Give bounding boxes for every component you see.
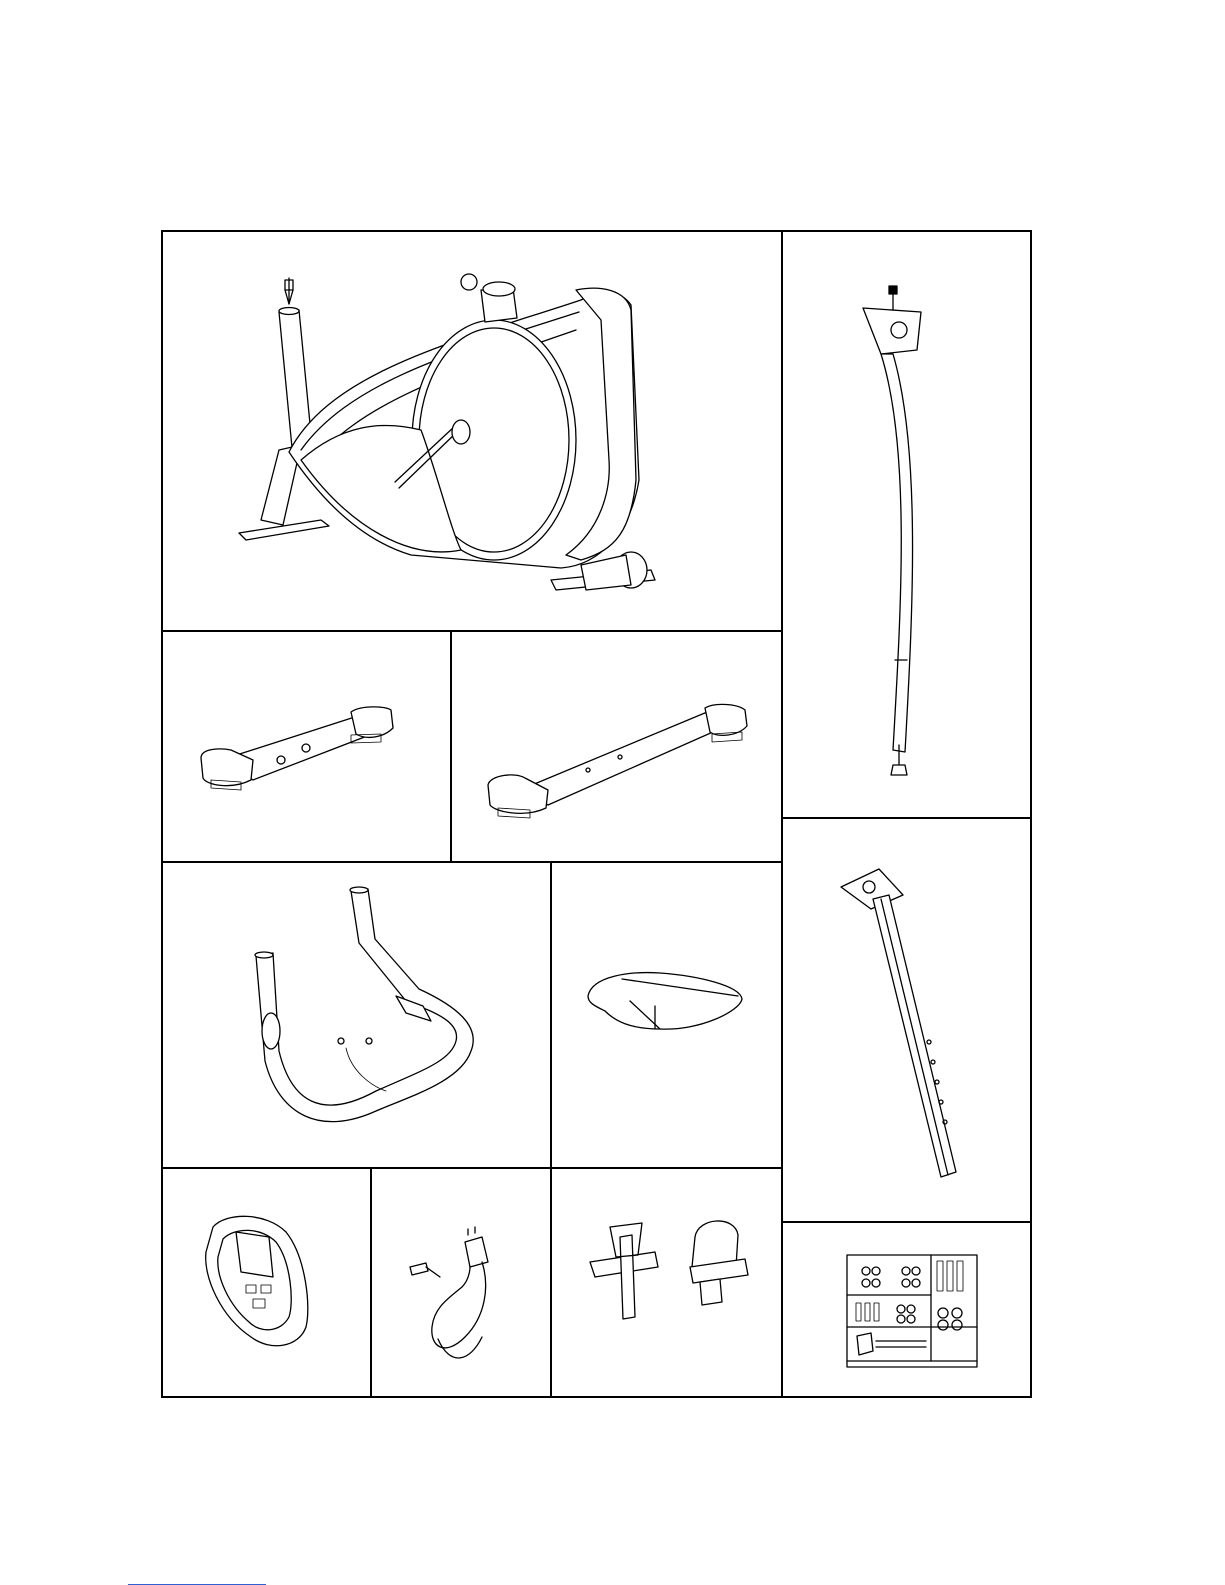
grid-border-bottom [161, 1396, 1032, 1398]
hardware-kit-icon [781, 1221, 1031, 1396]
panel-seat [550, 861, 781, 1167]
handlebar-icon [161, 861, 550, 1167]
panel-main-frame [161, 230, 781, 630]
panel-hardware-kit [781, 1221, 1031, 1396]
panel-front-post [781, 230, 1031, 817]
seat-post-icon [781, 817, 1031, 1221]
panel-front-stabilizer [161, 630, 450, 861]
pedal-icon [550, 1167, 781, 1396]
adapter-icon [370, 1167, 550, 1396]
parts-grid [161, 230, 1032, 1398]
front-stabilizer-icon [161, 630, 450, 861]
panel-computer-console [161, 1167, 370, 1396]
front-post-icon [781, 230, 1031, 817]
main-frame-icon [161, 230, 781, 630]
panel-power-adapter [370, 1167, 550, 1396]
seat-icon [550, 861, 781, 1167]
panel-rear-stabilizer [450, 630, 781, 861]
rear-stabilizer-icon [450, 630, 781, 861]
panel-seat-post [781, 817, 1031, 1221]
panel-pedals [550, 1167, 781, 1396]
panel-handlebar [161, 861, 550, 1167]
console-icon [161, 1167, 370, 1396]
